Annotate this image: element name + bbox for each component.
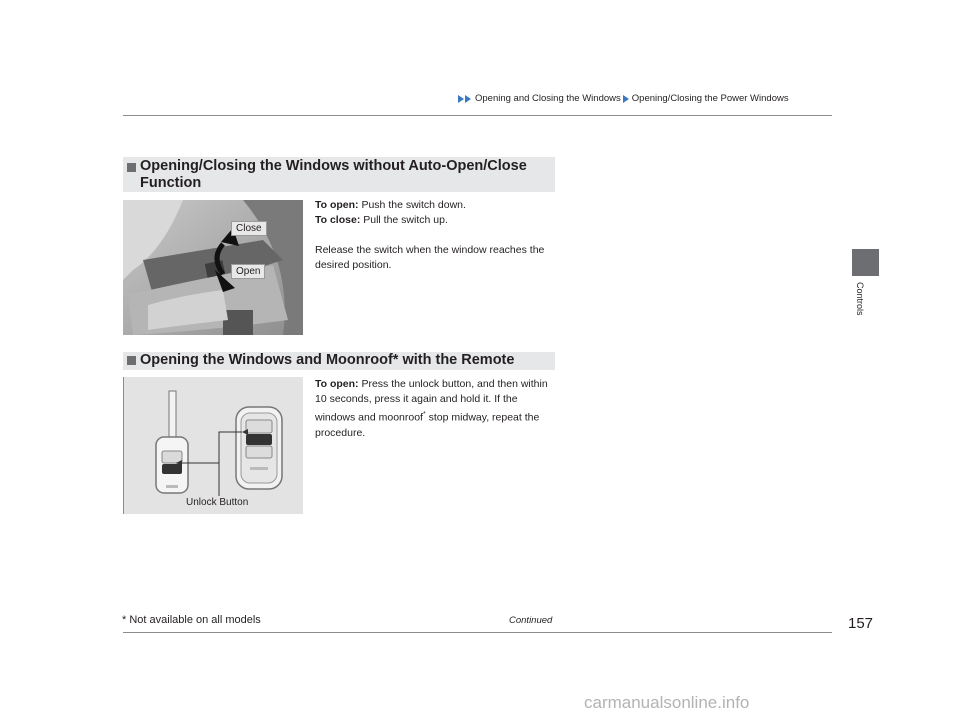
callout-unlock-button: Unlock Button (186, 497, 249, 508)
release-instruction: Release the switch when the window reaches the desired position. (315, 244, 545, 271)
chapter-tab-marker[interactable] (852, 249, 879, 276)
breadcrumb-arrow-icon (465, 95, 471, 103)
close-text: Pull the switch up. (363, 214, 448, 226)
open-instruction (315, 198, 555, 213)
remote-open-instruction (315, 377, 555, 441)
page-number: 157 (848, 615, 874, 632)
continued-label: Continued (509, 615, 553, 626)
square-bullet-icon (127, 163, 136, 172)
chapter-tab-label[interactable]: Controls (855, 282, 865, 316)
square-bullet-icon (127, 356, 136, 365)
section-title-part2: with the Remote (398, 352, 515, 368)
breadcrumb (458, 93, 789, 104)
section-heading-manual-windows (123, 157, 555, 192)
section-title: Opening/Closing the Windows without Auto-Open/Close Function (140, 158, 527, 191)
section-title-part1: Opening the Windows and Moonroof (140, 352, 393, 368)
section1-instructions (315, 198, 555, 273)
breadcrumb-arrow-icon (458, 95, 464, 103)
breadcrumb-link-windows[interactable]: Opening and Closing the Windows (475, 93, 621, 104)
watermark: carmanualsonline.info (584, 693, 750, 712)
window-switch-illustration (123, 200, 303, 335)
callout-close: Close (231, 221, 267, 236)
availability-asterisk: * (422, 411, 426, 418)
remote-text-part2: stop midway, repeat the procedure. (315, 411, 540, 439)
breadcrumb-arrow-icon (623, 95, 629, 103)
availability-asterisk: * (392, 352, 399, 368)
footer-divider (123, 632, 832, 633)
close-label: To close: (315, 214, 361, 226)
section-heading-remote (123, 352, 555, 370)
remote-key-illustration (123, 377, 303, 514)
close-instruction (315, 213, 555, 228)
availability-footnote: * Not available on all models (122, 614, 261, 626)
header-divider (123, 115, 832, 116)
open-text: Push the switch down. (361, 199, 466, 211)
remote-text-part1: Press the unlock button, and then within 10 seconds, press it again and hold it. If the windows and moonroof (315, 378, 548, 424)
breadcrumb-current: Opening/Closing the Power Windows (631, 93, 789, 104)
open-label: To open: (315, 378, 359, 390)
section-title (140, 352, 514, 369)
callout-open: Open (231, 264, 265, 279)
section2-instructions (315, 377, 555, 441)
open-label: To open: (315, 199, 359, 211)
